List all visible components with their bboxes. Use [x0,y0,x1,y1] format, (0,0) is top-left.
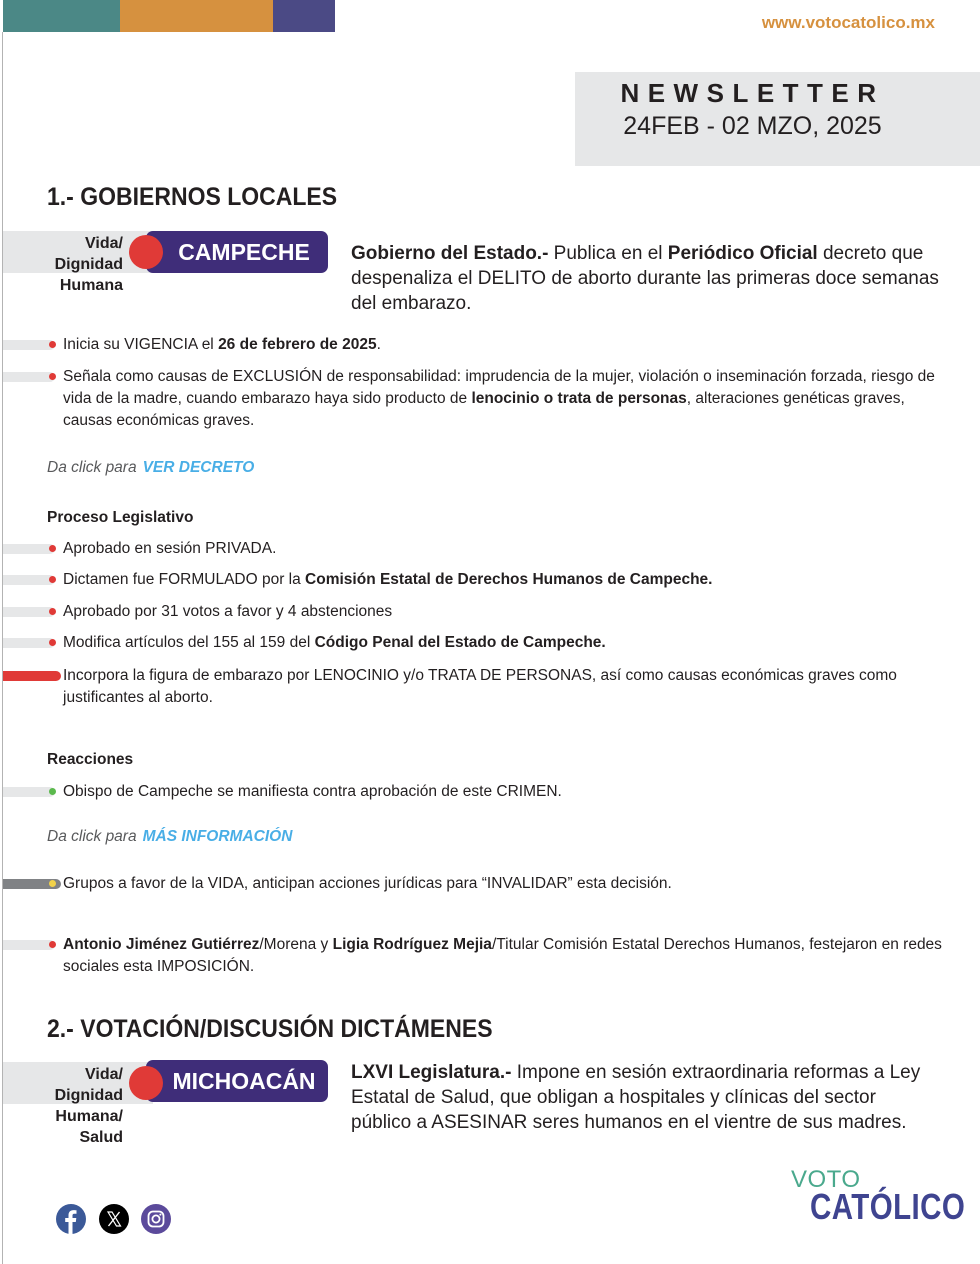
category-label: Vida/ Dignidad Humana [54,235,123,294]
state-badge-campeche [146,231,328,273]
list-item [63,873,953,895]
item-text: Dictamen fue FORMULADO por la [63,571,306,588]
click-prompt [47,828,292,846]
bullet-dot-icon [49,545,56,552]
bullet-bar [3,638,55,648]
item-bold: Código Penal del Estado de Campeche. [314,634,606,651]
list-item [63,569,953,591]
list-item [63,538,953,560]
bullet-dot-icon [49,373,56,380]
bullet-dot-icon [49,880,56,887]
bullet-bar [3,607,55,617]
highlight-bar [3,671,61,681]
brand-bar-purple [273,0,335,32]
lead-text: decreto que despenaliza el DELITO de aborto durante las primeras doce semanas del embarazo. [351,243,939,314]
category-dot-icon [129,1066,163,1100]
brand-bar-teal [3,0,120,32]
item-text: Inicia su VIGENCIA el [63,336,219,353]
item-text: Obispo de Campeche se manifiesta contra aprobación de este CRIMEN. [63,783,562,800]
bullet-bar [3,372,55,382]
x-icon[interactable] [99,1204,129,1234]
mas-informacion-link[interactable]: MÁS INFORMACIÓN [142,828,293,845]
state-name: MICHOACÁN [172,1067,316,1094]
item-text: Incorpora la figura de embarazo por LENOCINIO y/o TRATA DE PERSONAS, así como causas económicas graves como justificantes al aborto. [63,667,897,706]
item-bold: Comisión Estatal de Derechos Humanos de Campeche. [305,571,713,588]
newsletter-title: NEWSLETTER [620,78,885,108]
newsletter-date-range: 24FEB - 02 MZO, 2025 [623,112,882,140]
item-text: Modifica artículos del 155 al 159 del [63,634,315,651]
list-item [63,934,953,978]
item-text: Señala como causas de EXCLUSIÓN de responsabilidad: imprudencia de la mujer, violación o inseminación forzada, riesgo de vida de la madre, cuando embarazo haya sido producto de [63,368,935,407]
list-item [63,632,953,654]
item-text: . [376,336,381,353]
section-title-gobiernos-locales: 1.- GOBIERNOS LOCALES [47,183,338,211]
bullet-dot-icon [49,639,56,646]
category-dot-icon [129,235,163,269]
item-text: Grupos a favor de la VIDA, anticipan acciones jurídicas para “INVALIDAR” esta decisión. [63,875,672,892]
bullet-bar [3,544,55,554]
click-prefix: Da click para [47,459,137,476]
newsletter-header-box [575,72,980,166]
section-title-votacion: 2.- VOTACIÓN/DISCUSIÓN DICTÁMENES [47,1015,493,1043]
bullet-bar [3,575,55,585]
category-label: Vida/ Dignidad Humana/ Salud [54,1066,123,1146]
bullet-dot-icon [49,341,56,348]
proceso-legislativo-heading: Proceso Legislativo [47,509,194,526]
item-bold: Antonio Jiménez Gutiérrez [63,936,260,953]
item-bold: Ligia Rodríguez Mejia [332,936,492,953]
site-url-link[interactable]: www.votocatolico.mx [761,13,935,32]
item-text: Aprobado por 31 votos a favor y 4 abstenciones [63,603,393,620]
item-text: /Morena y [259,936,333,953]
state-badge-michoacan [146,1060,328,1102]
facebook-icon[interactable] [56,1204,86,1234]
ver-decreto-link[interactable]: VER DECRETO [142,459,255,476]
item-text: Aprobado en sesión PRIVADA. [63,540,277,557]
lead-emphasis: Periódico Oficial [667,243,818,264]
bullet-dot-icon [49,941,56,948]
logo-voto: VOTO [791,1166,861,1193]
lead-paragraph [351,241,951,316]
list-item [63,334,953,356]
list-item [63,601,953,623]
brand-bar-orange [120,0,273,32]
instagram-icon[interactable] [141,1204,171,1234]
click-prompt [47,459,254,477]
bullet-bar [3,340,55,350]
lead-source: Gobierno del Estado.- [351,243,549,264]
bullet-dot-icon [49,788,56,795]
item-bold: 26 de febrero de 2025 [218,336,377,353]
reacciones-heading: Reacciones [47,751,134,768]
item-text: , alteraciones genéticas graves, causas económicas graves. [63,390,905,429]
bullet-bar [3,787,55,797]
lead-text: Publica en el [548,243,668,264]
bullet-dot-icon [49,576,56,583]
list-item [63,665,953,709]
item-bold: lenocinio o trata de personas [471,390,687,407]
lead-text: Impone en sesión extraordinaria reformas a Ley Estatal de Salud, que obligan a hospitales y clínicas del sector público a ASESINAR seres humanos en el vientre de sus madres. [351,1062,921,1133]
click-prefix: Da click para [47,828,137,845]
lead-source: LXVI Legislatura.- [351,1062,512,1083]
state-name: CAMPECHE [178,238,310,265]
bullet-bar [3,940,55,950]
item-text: /Titular Comisión Estatal Derechos Humanos, festejaron en redes sociales esta IMPOSICIÓN. [63,936,942,975]
list-item [63,781,953,803]
list-item [63,366,953,432]
lead-paragraph [351,1060,941,1135]
bullet-dot-icon [49,608,56,615]
logo-catolico: CATÓLICO [810,1186,966,1227]
